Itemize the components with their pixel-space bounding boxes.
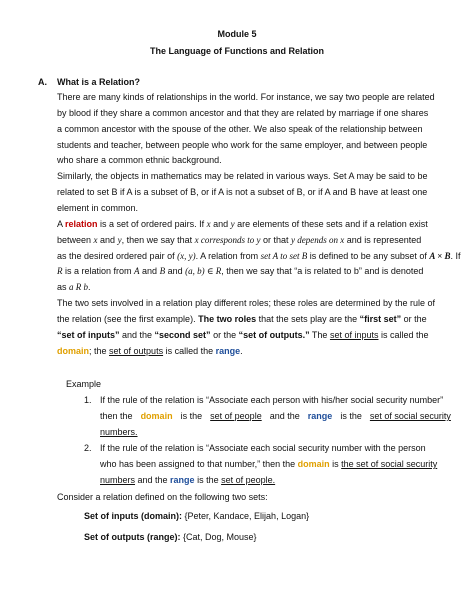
cartesian-product: A × B: [429, 251, 451, 261]
text: and: [139, 266, 160, 276]
two-roles-term: The two roles: [198, 314, 257, 324]
def-line-4: [57, 266, 423, 277]
intro-line-5: who share a common ethnic background.: [57, 155, 222, 165]
text: is a set of ordered pairs. If: [97, 219, 207, 229]
var-r: R: [57, 266, 63, 276]
section-a-letter: A.: [38, 77, 47, 87]
text: that the sets play are the: [256, 314, 360, 324]
text: and the: [135, 475, 171, 485]
domain-term: domain: [57, 346, 90, 356]
underlined-phrase: set of inputs: [329, 330, 379, 340]
ordered-pair: (x, y): [177, 251, 196, 261]
intro-line-4: students and teacher, between people who work for the same employer, and between people: [57, 140, 428, 150]
text: then the: [100, 411, 133, 421]
social-security-phrase: the set of social security: [341, 459, 438, 469]
range-term: range: [215, 346, 241, 356]
text: between: [57, 235, 94, 245]
set-of-people-phrase: set of people.: [221, 475, 276, 485]
intro-line-1: There are many kinds of relationships in the world. For instance, we say two people are related: [57, 92, 435, 102]
text: is called the: [378, 330, 429, 340]
text: and the: [269, 411, 300, 421]
similar-line-2: related to set B if A is a subset of B, or if A is not a subset of B, or if A and B have at least one: [57, 187, 428, 197]
roles-line-2: [57, 314, 427, 325]
example-1-line-2: [100, 411, 451, 422]
membership-expression: (a, b) ∈ R: [185, 266, 222, 276]
example-2-line-1: If the rule of the relation is “Associate each social security number with the person: [100, 443, 426, 453]
def-line-2: [57, 235, 421, 246]
text: who has been assigned to that number,” then the: [100, 459, 298, 469]
set-of-inputs-term: “set of inputs”: [57, 330, 120, 340]
module-title: Module 5: [217, 29, 257, 39]
text: . If: [450, 251, 461, 261]
module-subtitle: The Language of Functions and Relation: [149, 46, 324, 56]
roles-line-3: [57, 330, 429, 341]
var-y: y: [230, 219, 235, 229]
text: A: [57, 219, 66, 229]
relation-notation: a R b: [69, 282, 89, 292]
example-label: Example: [66, 379, 102, 389]
text: is the: [180, 411, 203, 421]
example-1-number: 1.: [84, 395, 92, 405]
text: and is represented: [344, 235, 422, 245]
first-set-term: “first set”: [359, 314, 402, 324]
text: is defined to be any subset of: [307, 251, 430, 261]
text: as: [57, 282, 70, 292]
section-a-heading: What is a Relation?: [57, 77, 141, 87]
set-of-inputs-label: Set of inputs (domain):: [84, 511, 182, 521]
text: as the desired ordered pair of: [57, 251, 178, 261]
intro-line-2: by blood if they share a common ancestor and that they are related by marriage if one shares: [57, 108, 429, 118]
text: or the: [210, 330, 239, 340]
set-of-inputs: [84, 511, 309, 522]
set-of-outputs-value: {Cat, Dog, Mouse}: [180, 532, 257, 542]
intro-line-3: a common ancestor with the spouse of the other. We also speak of the relationship between: [57, 124, 423, 134]
example-2-line-2: [100, 459, 437, 470]
set-of-outputs: [84, 532, 257, 543]
similar-line-3: element in common.: [57, 203, 139, 213]
underlined-phrase: set of outputs: [109, 346, 164, 356]
text: .: [88, 282, 91, 292]
var-x: x: [93, 235, 98, 245]
range-term: range: [307, 411, 333, 421]
text: are elements of these sets and if a relation exist: [234, 219, 428, 229]
def-line-3: [57, 251, 461, 262]
range-term: range: [170, 475, 195, 485]
example-1-line-1: If the rule of the relation is “Associate each person with his/her social security number”: [100, 395, 444, 405]
var-x: x: [206, 219, 211, 229]
example-2-line-3: [100, 475, 275, 486]
set-of-outputs-label: Set of outputs (range):: [84, 532, 181, 542]
social-security-phrase: set of social security: [369, 411, 451, 421]
example-2-number: 2.: [84, 443, 92, 453]
text: . A relation from: [195, 251, 261, 261]
def-line-1: [57, 219, 428, 230]
numbers-phrase: numbers: [100, 475, 136, 485]
text: is the: [340, 411, 362, 421]
text: ; the: [89, 346, 110, 356]
roles-line-4: [57, 346, 243, 357]
text: and: [97, 235, 118, 245]
domain-term: domain: [140, 411, 173, 421]
math-phrase: set A to set B: [260, 251, 308, 261]
text: is the: [194, 475, 222, 485]
text: , then we say that “a is related to b” and is denoted: [221, 266, 424, 276]
set-of-outputs-term: “set of outputs.”: [238, 330, 310, 340]
text: or that: [260, 235, 292, 245]
var-y: y: [117, 235, 122, 245]
math-phrase: y depends on x: [291, 235, 345, 245]
text: The: [309, 330, 330, 340]
second-set-term: “second set”: [154, 330, 211, 340]
relation-term: relation: [65, 219, 98, 229]
text: and: [210, 219, 231, 229]
example-1-line-3: numbers.: [100, 427, 138, 437]
domain-term: domain: [297, 459, 330, 469]
text: and: [165, 266, 186, 276]
def-line-5: [57, 282, 91, 293]
text: or the: [401, 314, 427, 324]
text: the relation (see the first example).: [57, 314, 199, 324]
roles-line-1: The two sets involved in a relation play different roles; these roles are determined by the rule of: [57, 298, 436, 308]
var-a: A: [134, 266, 140, 276]
text: is a relation from: [62, 266, 135, 276]
text: , then we say that: [121, 235, 195, 245]
var-b: B: [159, 266, 166, 276]
similar-line-1: Similarly, the objects in mathematics may be related in various ways. Set A may be said to be: [57, 171, 428, 181]
text: .: [240, 346, 243, 356]
math-phrase: x corresponds to y: [194, 235, 261, 245]
consider-text: Consider a relation defined on the following two sets:: [57, 492, 268, 502]
text: and the: [119, 330, 155, 340]
text: is called the: [163, 346, 216, 356]
set-of-people-phrase: set of people: [210, 411, 262, 421]
set-of-inputs-value: {Peter, Kandace, Elijah, Logan}: [182, 511, 310, 521]
text: is: [329, 459, 342, 469]
